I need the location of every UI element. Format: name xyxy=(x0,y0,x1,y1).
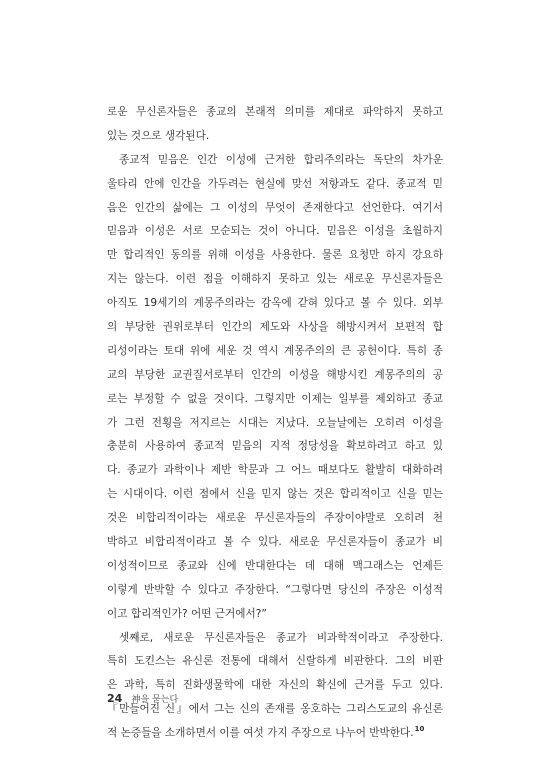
text-line xyxy=(107,316,443,340)
text-line xyxy=(107,101,443,125)
text-line xyxy=(107,483,443,507)
text-line xyxy=(107,722,443,746)
text-line-content: 이렇게 반박할 수 있다고 주장한다. “그렇다면 당신의 주장은 이성적 xyxy=(107,583,443,596)
text-line xyxy=(107,507,443,531)
body-text xyxy=(107,101,443,746)
text-line xyxy=(107,555,443,579)
text-line-content: 만 합리적인 동의를 위해 이성을 사용한다. 물론 요청만 하지 강요하 xyxy=(107,249,443,262)
text-line-content: 의 부당한 권위로부터 인간의 제도와 사상을 해방시켜서 보편적 합 xyxy=(107,321,443,334)
text-line-content: 이고 합리적인가? 어떤 근거에서?” xyxy=(107,607,267,620)
text-line-content: 리성이라는 토대 위에 세운 것 역시 계몽주의의 큰 공헌이다. 특히 종 xyxy=(107,344,443,357)
text-line-content: 있는 것으로 생각된다. xyxy=(107,129,210,142)
text-line xyxy=(107,125,443,149)
text-line xyxy=(107,220,443,244)
text-line xyxy=(107,459,443,483)
text-line-content: 것은 비합리적이라는 새로운 무신론자들의 주장이야말로 오히려 천 xyxy=(107,512,443,525)
text-line-content: 박하고 비합리적이라고 볼 수 있다. 새로운 무신론자들이 종교가 비 xyxy=(107,536,443,549)
text-line-content: 다. 종교가 과학이나 제반 학문과 그 어느 때보다도 활발히 대화하려 xyxy=(107,464,443,477)
text-line xyxy=(107,435,443,459)
text-line xyxy=(107,197,443,221)
text-line xyxy=(107,364,443,388)
text-line-content: 음은 인간의 삶에는 그 이성의 무엇이 존재한다고 선언한다. 여기서 xyxy=(107,201,443,214)
text-line xyxy=(107,268,443,292)
text-line-content: 셋째로, 새로운 무신론자들은 종교가 비과학적이라고 주장한다. xyxy=(119,631,443,644)
text-line xyxy=(107,244,443,268)
text-line xyxy=(107,579,443,603)
text-line-content: 충분히 사용하여 종교적 믿음의 지적 정당성을 확보하려고 하고 있 xyxy=(107,440,443,453)
text-line-content: 울타리 안에 인간을 가두려는 현실에 맞선 저항과도 같다. 종교적 믿 xyxy=(107,177,443,190)
running-title: 神을 묻는다 xyxy=(131,695,179,705)
text-line-content: 로는 부정할 수 없을 것이다. 그렇지만 이제는 일부를 제외하고 종교 xyxy=(107,392,443,405)
text-line-content: 아직도 19세기의 계몽주의라는 감옥에 갇혀 있다고 볼 수 있다. 외부 xyxy=(107,297,443,310)
text-line xyxy=(107,531,443,555)
page-footer xyxy=(107,692,407,705)
text-line-content: 특히 도킨스는 유신론 전통에 대해서 신랄하게 비판한다. 그의 비판 xyxy=(107,655,443,668)
text-line xyxy=(107,292,443,316)
text-line xyxy=(107,412,443,436)
text-line-content: 이성적이므로 종교와 신에 반대한다는 데 대해 맥그래스는 언제든 xyxy=(107,559,443,572)
text-line-content: 적 논증들을 소개하면서 이를 여섯 가지 주장으로 나누어 반박한다. xyxy=(107,727,414,740)
text-line-content: 교의 부당한 교권질서로부터 인간의 이성을 해방시킨 계몽주의의 공 xyxy=(107,368,443,381)
text-line xyxy=(107,149,443,173)
text-line xyxy=(107,340,443,364)
text-line-content: 가 그런 전횡을 저지르는 시대는 지났다. 오늘날에는 오히려 이성을 xyxy=(107,416,443,429)
text-line xyxy=(107,388,443,412)
text-line-content: 은 과학, 특히 진화생물학에 대한 자신의 확신에 근거를 두고 있다. xyxy=(107,679,443,692)
text-line-content: 지는 않는다. 이런 점을 이해하지 못하고 있는 새로운 무신론자들은 xyxy=(107,273,443,286)
page-number: 24 xyxy=(107,692,123,705)
text-line-content: 『만들어진 신』에서 그는 신의 존재를 옹호하는 그리스도교의 유신론 xyxy=(107,703,443,716)
text-line xyxy=(107,650,443,674)
text-line xyxy=(107,627,443,651)
text-line-content: 믿음과 이성은 서로 모순되는 것이 아니다. 믿음은 이성을 초월하지 xyxy=(107,225,443,238)
footnote-marker[interactable]: 10 xyxy=(414,725,425,734)
text-line xyxy=(107,603,443,627)
text-line-content: 는 시대이다. 이런 점에서 신을 믿지 않는 것은 합리적이고 신을 믿는 xyxy=(107,488,443,501)
text-line xyxy=(107,173,443,197)
text-line-content: 종교적 믿음은 인간 이성에 근거한 합리주의라는 독단의 차가운 xyxy=(119,153,443,166)
text-line-content: 로운 무신론자들은 종교의 본래적 의미를 제대로 파악하지 못하고 xyxy=(107,106,443,118)
